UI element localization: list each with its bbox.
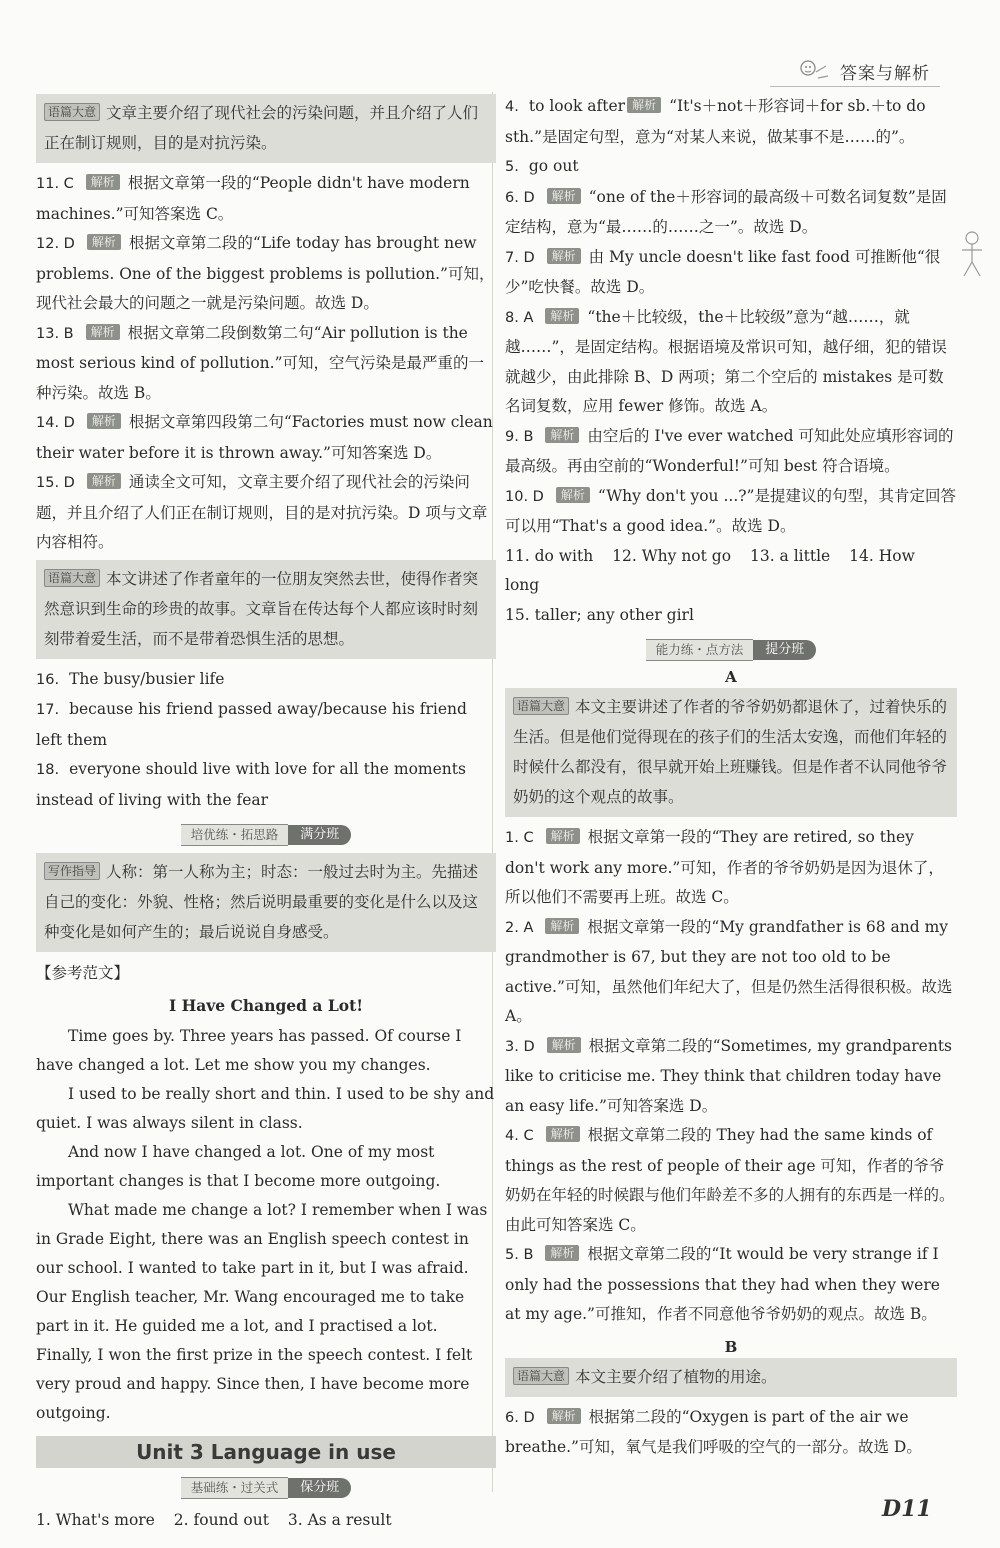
essay-paragraph: What made me change a lot? I remember when I was in Grade Eight, there was an English speech contest in our school. I wanted to take part in it, but I was afraid. Our English teacher, Mr. Wang encouraged me to take part in it. He guided me a lot, and I practised a lot. Finally, I won the first prize in the speech contest. I felt very proud and happy. Since then, I have become more outgoing. [36,1201,488,1422]
answer-item: 14. D 解析 根据文章第四段第二句“Factories must now clean their water before it is thrown away.”可知答案选 D。 [36,413,493,462]
summary-tag: 语篇大意 [44,103,100,121]
answer-item: 17. because his friend passed away/because his friend left them [36,700,467,749]
answer-item: 5. go out [505,157,579,175]
summary-box-a: 语篇大意 本文主要讲述了作者的爷爷奶奶都退休了，过着快乐的生活。但是他们觉得现在的孩子们的生活太安逸，而他们年轻的时候什么都没有，很早就开始上班赚钱。但是作者不认同他爷爷奶奶的这个观点的故事。 [505,688,957,817]
answers-a [505,823,957,1330]
header-title: 答案与解析 [840,63,930,84]
section-b-heading: B [724,1337,738,1356]
answer-item: 1. C 解析 根据文章第一段的“They are retired, so they don't work any more.”可知，作者的爷爷奶奶是因为退休了，所以他们不需要再上班。故选 C。 [505,828,944,906]
writing-guide-tag: 写作指导 [44,862,100,880]
answer-item: 12. D 解析 根据文章第二段的“Life today has brought new problems. One of the biggest problems is pollution.”可知，现代社会最大的问题之一就是污染问题。故选 D。 [36,234,495,312]
summary-tag: 语篇大意 [44,569,100,587]
summary-tag: 语篇大意 [513,697,569,715]
summary-tag: 语篇大意 [513,1367,569,1385]
answers-11-15 [36,169,496,558]
essay-paragraph: And now I have changed a lot. One of my most important changes is that I become more outgoing. [36,1143,441,1190]
answer-item: 5. B 解析 根据文章第二段的“It would be very strange if I only had the possessions that they had when they were at my age.”可推知，作者不同意他爷爷奶奶的观点。故选 B。 [505,1245,940,1323]
page-number: D11 [882,1496,932,1522]
header-rule [770,86,940,87]
essay-paragraph: I used to be really short and thin. I used to be shy and quiet. I was always silent in class. [36,1085,495,1132]
writing-guide-box: 写作指导 人称：第一人称为主；时态：一般过去时为主。先描述自己的变化：外貌、性格；然后说明最重要的变化是什么以及这种变化是如何产生的；最后说说自身感受。 [36,853,496,952]
essay-title: I Have Changed a Lot! [168,996,364,1015]
answers-b [505,1403,957,1463]
answer-item: 7. D 解析 由 My uncle doesn't like fast food 可推断他“很少”吃快餐。故选 D。 [505,247,941,296]
cartoon-kid-icon [796,58,830,84]
stick-figure-icon [958,230,986,280]
answer-item: 11. C 解析 根据文章第一段的“People didn't have modern machines.”可知答案选 C。 [36,174,470,223]
answers-16-18 [36,665,496,816]
summary-box-2: 语篇大意 本文讲述了作者童年的一位朋友突然去世，使得作者突然意识到生命的珍贵的故事。文章旨在传达每个人都应该时时刻刻带着爱生活，而不是带着恐惧生活的思想。 [36,560,496,659]
level-banner-full-score: 培优练・拓思路 满分班 [36,825,496,845]
right-column [505,92,957,1463]
left-column [36,92,496,1536]
page-header [796,58,930,84]
level-banner-basic: 基础练・过关式 保分班 [36,1478,496,1498]
answer-item: 18. everyone should live with love for all the moments instead of living with the fear [36,760,466,809]
answers-1-3: 1. What's more 2. found out 3. As a result [36,1511,392,1529]
answer-item: 4. C 解析 根据文章第二段的 They had the same kinds of things as the rest of people of their age 可知，作者的爷爷奶奶在年轻的时候跟与他们年龄差不多的人拥有的东西是一样的。由此可知答案选 C。 [505,1126,955,1234]
unit-heading: Unit 3 Language in use [36,1436,496,1468]
summary-box-1: 语篇大意 文章主要介绍了现代社会的污染问题，并且介绍了人们正在制订规则，目的是对抗污染。 [36,94,496,163]
answer-item: 2. A 解析 根据文章第一段的“My grandfather is 68 and my grandmother is 67, but they are not too old to be active.”可知，虽然他们年纪大了，但是仍然生活得很积极。故选 A。 [505,917,953,1025]
answer-item: 15. D 解析 通读全文可知，文章主要介绍了现代社会的污染问题，并且介绍了人们正在制订规则，目的是对抗污染。D 项与文章内容相符。 [36,473,488,551]
summary-box-b: 语篇大意 本文主要介绍了植物的用途。 [505,1358,957,1397]
answer-item: 13. B 解析 根据文章第二段倒数第二句“Air pollution is the most serious kind of pollution.”可知，空气污染是最严重的一种污染。故选 B。 [36,323,485,402]
answer-item: 4. to look after 解析 “It's＋not＋形容词＋for sb.＋to do sth.”是固定句型，意为“对某人来说，做某事不是……的”。 [505,97,926,146]
answers-11-14: 11. do with 12. Why not go 13. a little 14. How long [505,546,915,594]
answer-item: 16. The busy/busier life [36,669,225,688]
answer-item: 6. D 解析 根据第二段的“Oxygen is part of the air we breathe.”可知，氧气是我们呼吸的空气的一部分。故选 D。 [505,1407,922,1456]
answer-item: 6. D 解析 “one of the＋形容词的最高级＋可数名词复数”是固定结构，意为“最……的……之一”。故选 D。 [505,187,947,236]
answer-item: 9. B 解析 由空后的 I've ever watched 可知此处应填形容词的最高级。再由空前的“Wonderful!”可知 best 符合语境。 [505,426,954,475]
section-a-heading: A [725,668,737,686]
answers-4-10 [505,92,957,542]
answer-item: 8. A 解析 “the＋比较级，the＋比较级”意为“越……，就越……”，是固定结构。根据语境及常识可知，越仔细，犯的错误就越少，由此排除 B、D 两项；第二个空后的 mistakes 是可数名词复数，应用 fewer 修饰。故选 A。 [505,307,947,415]
essay-body [36,1022,496,1428]
answer-15: 15. taller; any other girl [505,605,694,624]
answer-item: 3. D 解析 根据文章第二段的“Sometimes, my grandparents like to criticise me. They think that children today have an easy life.”可知答案选 D。 [505,1036,953,1115]
level-banner-improve: 能力练・点方法 提分班 [505,640,957,660]
answer-item: 10. D 解析 “Why don't you ...?”是提建议的句型，其肯定回答可以用“That's a good idea.”。故选 D。 [505,486,956,535]
essay-paragraph: Time goes by. Three years has passed. Of course I have changed a lot. Let me show you my changes. [36,1027,462,1074]
reference-label: 【参考范文】 [36,964,130,982]
